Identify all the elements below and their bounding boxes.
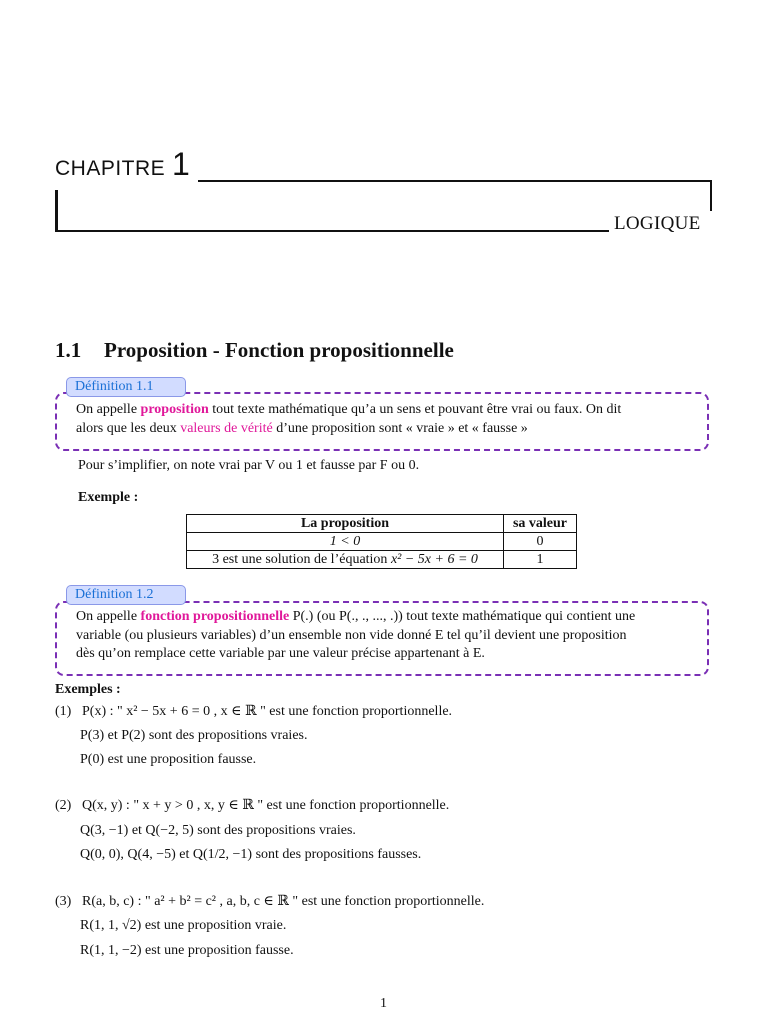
chapter-rule-right — [710, 180, 712, 211]
definition-text-1: On appelle proposition tout texte mathématique qu’a un sens et pouvant être vrai ou faux. On dit alors que les deux valeurs de vérité d’une proposition sont « vraie » et « fausse » — [76, 402, 622, 436]
definition-label-1: Définition 1.1 — [66, 377, 186, 397]
table-row — [187, 551, 577, 569]
table-cell-value: 0 — [504, 533, 577, 551]
example-3-line-2: R(1, 1, −2) est une proposition fausse. — [80, 943, 294, 958]
example-3-number: (3) — [55, 894, 72, 909]
example-2-line-2: Q(0, 0), Q(4, −5) et Q(1/2, −1) sont des propositions fausses. — [80, 847, 422, 862]
note-text: Pour s’implifier, on note vrai par V ou 1 et fausse par F ou 0. — [78, 458, 420, 473]
example-1-statement: P(x) : " x² − 5x + 6 = 0 , x ∈ ℝ " est une fonction proportionnelle. — [82, 704, 453, 719]
table-row — [187, 533, 577, 551]
example-3-line-1: R(1, 1, √2) est une proposition vraie. — [80, 918, 287, 933]
term-truth-values: valeurs de vérité — [180, 420, 273, 436]
example-2-line-1: Q(3, −1) et Q(−2, 5) sont des propositions vraies. — [80, 823, 356, 838]
example-2-number: (2) — [55, 798, 72, 813]
page-number: 1 — [380, 996, 387, 1011]
chapter-label: CHAPITRE — [55, 157, 166, 180]
section-number: 1.1 — [55, 338, 82, 362]
example-heading: Exemple : — [78, 490, 139, 505]
definition-text-2: On appelle fonction propositionnelle P(.) (ou P(., ., ..., .)) tout texte mathématique qui contient une variable (ou plusieurs variables) d’un ensemble non vide donné E tel qu’il devient une proposition dès qu’on remplace cette variable par une valeur précise appartenant à E. — [76, 609, 636, 661]
chapter-number: 1 — [172, 146, 190, 182]
chapter-rule-left — [55, 190, 58, 232]
example-2-statement: Q(x, y) : " x + y > 0 , x, y ∈ ℝ " est une fonction proportionnelle. — [82, 798, 450, 813]
table-header-value: sa valeur — [504, 515, 577, 533]
section-title: Proposition - Fonction propositionnelle — [104, 338, 454, 362]
table-cell-value: 1 — [504, 551, 577, 569]
chapter-rule-bottom — [55, 230, 609, 232]
proposition-table — [186, 514, 577, 569]
chapter-title: LOGIQUE — [614, 213, 701, 234]
example-1-line-1: P(3) et P(2) sont des propositions vraies. — [80, 728, 308, 743]
examples-heading: Exemples : — [55, 682, 121, 697]
table-cell-proposition: 1 < 0 — [187, 533, 504, 551]
example-3-statement: R(a, b, c) : " a² + b² = c² , a, b, c ∈ ℝ " est une fonction proportionnelle. — [82, 894, 485, 909]
term-proposition: proposition — [140, 402, 209, 417]
chapter-rule-top — [198, 180, 712, 182]
table-header-proposition: La proposition — [187, 515, 504, 533]
example-1-line-2: P(0) est une proposition fausse. — [80, 752, 257, 767]
definition-label-2: Définition 1.2 — [66, 585, 186, 605]
table-header-row — [187, 515, 577, 533]
example-1-number: (1) — [55, 704, 72, 719]
table-cell-proposition: 3 est une solution de l’équation x² − 5x + 6 = 0 — [187, 551, 504, 569]
term-propositional-function: fonction propositionnelle — [140, 609, 290, 624]
